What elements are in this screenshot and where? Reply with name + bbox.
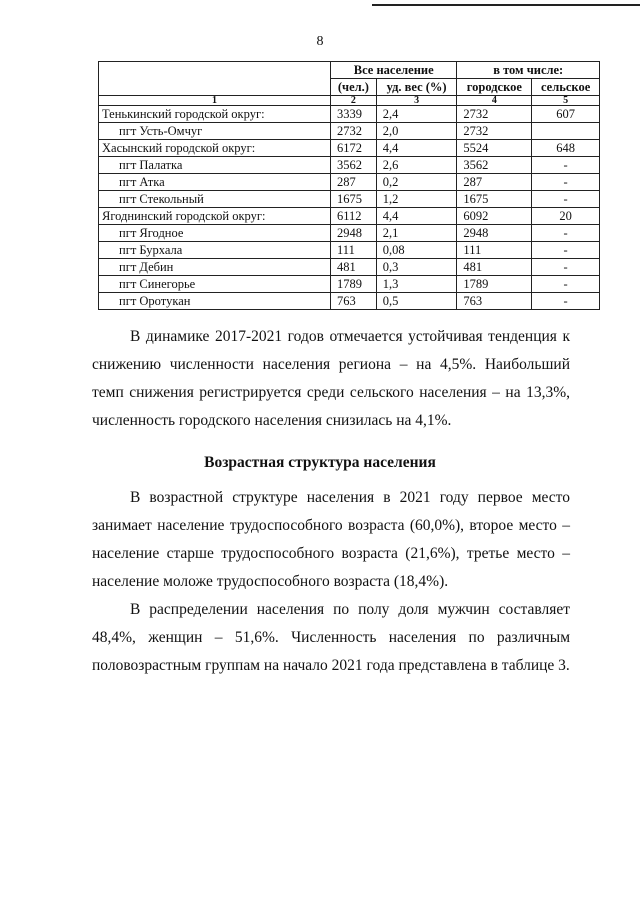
urban-cell: 2732 xyxy=(457,123,532,140)
page-number: 8 xyxy=(316,34,324,49)
share-cell: 2,0 xyxy=(376,123,457,140)
rural-cell: - xyxy=(532,157,600,174)
paragraph-age-structure: В возрастной структуре населения в 2021 году первое место занимает население трудоспособного возраста (60,0%), второе место – население старше трудоспособного возраста (21,6%), третье место – население моложе трудоспособного возраста (18,4%). xyxy=(92,489,570,590)
table-row xyxy=(99,174,600,191)
header-total-population: Все население xyxy=(331,62,457,79)
urban-cell: 5524 xyxy=(457,140,532,157)
table-row xyxy=(99,191,600,208)
table-row xyxy=(99,259,600,276)
territory-name-cell: Хасынский городской округ: xyxy=(99,140,331,157)
persons-cell: 763 xyxy=(331,293,377,310)
column-number: 3 xyxy=(376,96,457,106)
rural-cell: - xyxy=(532,225,600,242)
rural-cell: 20 xyxy=(532,208,600,225)
territory-name-cell: пгт Дебин xyxy=(99,259,331,276)
share-cell: 4,4 xyxy=(376,208,457,225)
rural-cell: 648 xyxy=(532,140,600,157)
share-cell: 0,5 xyxy=(376,293,457,310)
column-number: 1 xyxy=(99,96,331,106)
paragraph-dynamics: В динамике 2017-2021 годов отмечается устойчивая тенденция к снижению численности населения региона – на 4,5%. Наибольший темп снижения регистрируется среди сельского населения – на 13,3%, численность городского населения снизилась на 4,1%. xyxy=(92,328,570,429)
urban-cell: 2948 xyxy=(457,225,532,242)
paragraph-gender: В распределении населения по полу доля мужчин составляет 48,4%, женщин – 51,6%. Численность населения по различным половозрастным группам на начало 2021 года представлена в таблице 3. xyxy=(92,601,570,674)
persons-cell: 6112 xyxy=(331,208,377,225)
top-border-line xyxy=(372,4,640,6)
territory-name-cell: Тенькинский городской округ: xyxy=(99,106,331,123)
header-rural: сельское xyxy=(532,79,600,96)
persons-cell: 1675 xyxy=(331,191,377,208)
share-cell: 2,6 xyxy=(376,157,457,174)
header-urban: городское xyxy=(457,79,532,96)
territory-name-cell: пгт Усть-Омчуг xyxy=(99,123,331,140)
table-row xyxy=(99,242,600,259)
table-row xyxy=(99,157,600,174)
rural-cell xyxy=(532,123,600,140)
persons-cell: 481 xyxy=(331,259,377,276)
urban-cell: 3562 xyxy=(457,157,532,174)
share-cell: 0,2 xyxy=(376,174,457,191)
urban-cell: 1789 xyxy=(457,276,532,293)
rural-cell: - xyxy=(532,191,600,208)
header-share: уд. вес (%) xyxy=(376,79,457,96)
population-table xyxy=(98,61,600,310)
share-cell: 2,4 xyxy=(376,106,457,123)
header-including: в том числе: xyxy=(457,62,600,79)
share-cell: 2,1 xyxy=(376,225,457,242)
table-row xyxy=(99,140,600,157)
persons-cell: 6172 xyxy=(331,140,377,157)
urban-cell: 481 xyxy=(457,259,532,276)
persons-cell: 1789 xyxy=(331,276,377,293)
rural-cell: - xyxy=(532,259,600,276)
table-row xyxy=(99,123,600,140)
column-number: 2 xyxy=(331,96,377,106)
rural-cell: 607 xyxy=(532,106,600,123)
table-row xyxy=(99,208,600,225)
share-cell: 4,4 xyxy=(376,140,457,157)
table-row xyxy=(99,276,600,293)
table-header-row-1 xyxy=(99,62,600,79)
urban-cell: 6092 xyxy=(457,208,532,225)
territory-name-cell: пгт Палатка xyxy=(99,157,331,174)
territory-name-cell: пгт Ягодное xyxy=(99,225,331,242)
table-row xyxy=(99,293,600,310)
urban-cell: 763 xyxy=(457,293,532,310)
territory-name-cell: пгт Оротукан xyxy=(99,293,331,310)
table-row xyxy=(99,225,600,242)
territory-name-cell: пгт Бурхала xyxy=(99,242,331,259)
persons-cell: 3339 xyxy=(331,106,377,123)
table-column-numbers-row xyxy=(99,96,600,106)
persons-cell: 111 xyxy=(331,242,377,259)
header-persons: (чел.) xyxy=(331,79,377,96)
share-cell: 0,08 xyxy=(376,242,457,259)
section-heading: Возрастная структура населения xyxy=(204,454,436,471)
territory-name-cell: пгт Синегорье xyxy=(99,276,331,293)
share-cell: 0,3 xyxy=(376,259,457,276)
territory-name-cell: пгт Стекольный xyxy=(99,191,331,208)
persons-cell: 3562 xyxy=(331,157,377,174)
rural-cell: - xyxy=(532,276,600,293)
persons-cell: 2732 xyxy=(331,123,377,140)
urban-cell: 2732 xyxy=(457,106,532,123)
persons-cell: 287 xyxy=(331,174,377,191)
territory-name-cell: Ягоднинский городской округ: xyxy=(99,208,331,225)
persons-cell: 2948 xyxy=(331,225,377,242)
urban-cell: 111 xyxy=(457,242,532,259)
column-number: 5 xyxy=(532,96,600,106)
column-number: 4 xyxy=(457,96,532,106)
table-body xyxy=(99,106,600,310)
share-cell: 1,3 xyxy=(376,276,457,293)
share-cell: 1,2 xyxy=(376,191,457,208)
rural-cell: - xyxy=(532,242,600,259)
territory-name-cell: пгт Атка xyxy=(99,174,331,191)
urban-cell: 287 xyxy=(457,174,532,191)
rural-cell: - xyxy=(532,293,600,310)
urban-cell: 1675 xyxy=(457,191,532,208)
header-blank-cell xyxy=(99,62,331,96)
table-row xyxy=(99,106,600,123)
rural-cell: - xyxy=(532,174,600,191)
